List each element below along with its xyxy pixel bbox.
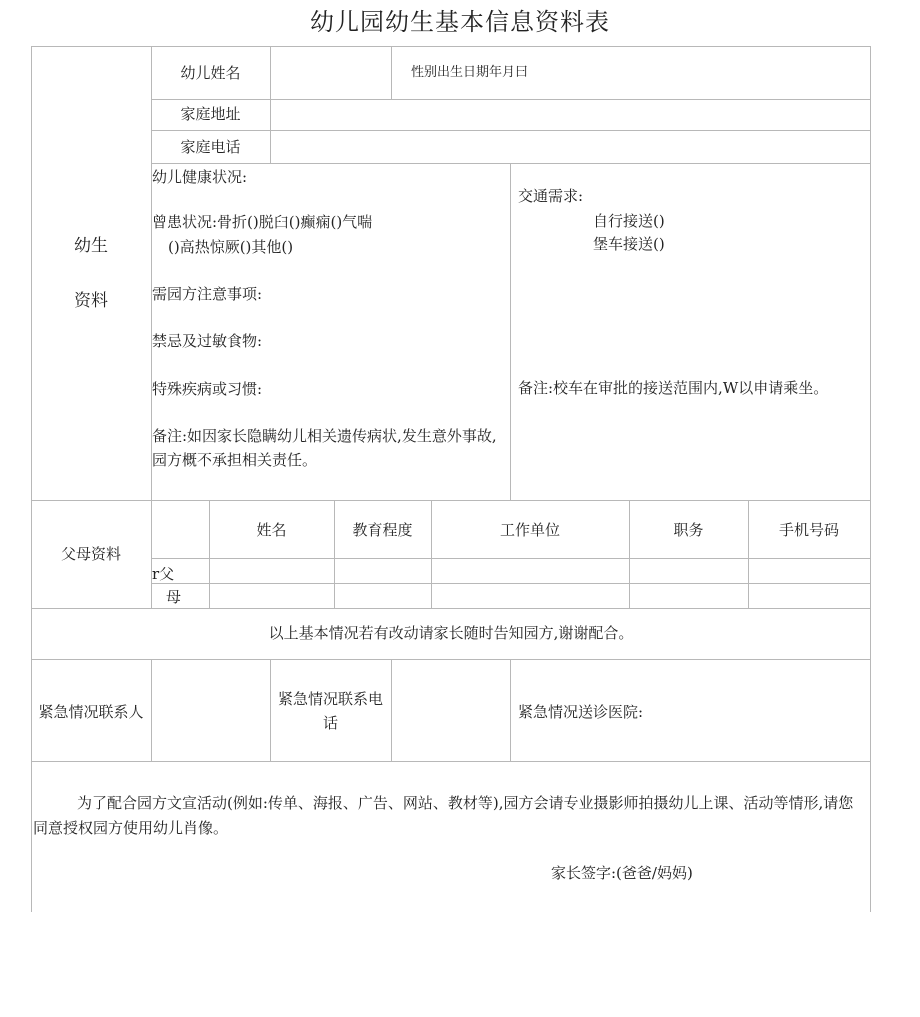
home-phone-field[interactable] — [271, 135, 869, 161]
attention-label: 需园方注意事项: — [152, 285, 263, 303]
info-form — [31, 46, 871, 912]
col-line — [270, 659, 271, 761]
page-title: 幼儿园幼生基本信息资料表 — [310, 8, 610, 36]
row-line — [31, 500, 871, 501]
address-field[interactable] — [271, 102, 869, 128]
transport-bus-option[interactable]: 堡车接送() — [593, 235, 665, 253]
row-line — [151, 130, 871, 131]
col-header-position: 职务 — [673, 521, 704, 539]
section-label-child: 幼生 — [74, 236, 108, 256]
border-top — [31, 46, 871, 47]
row-line — [151, 99, 871, 100]
col-line — [748, 500, 749, 608]
col-header-education: 教育程度 — [352, 521, 413, 539]
address-label: 家庭地址 — [180, 105, 241, 123]
emergency-phone-label: 紧急情况联系电话 — [277, 690, 383, 732]
gender-birth-label: 性别出生日期年月曰 — [411, 65, 529, 80]
col-line — [629, 500, 630, 608]
emergency-contact-label: 紧急情况联系人 — [38, 703, 144, 721]
row-line — [151, 558, 871, 559]
border-left — [31, 46, 32, 912]
col-line — [510, 163, 511, 500]
mother-row-label: 母 — [166, 588, 182, 606]
allergy-label: 禁忌及过敏食物: — [152, 332, 263, 350]
parents-section-label: 父母资料 — [60, 545, 121, 563]
border-right — [870, 46, 871, 912]
col-line — [151, 46, 152, 608]
section-label-child: 资料 — [74, 291, 108, 311]
special-habits-label: 特殊疾病或习惯: — [152, 380, 263, 398]
father-row-label: r父 — [152, 565, 175, 583]
transport-self-option[interactable]: 自行接送() — [593, 212, 665, 230]
health-remark: 备注:如因家长隐瞒幼儿相关遗传病状,发生意外事故,园方概不承担相关责任。 — [152, 427, 497, 469]
row-line — [151, 163, 871, 164]
col-header-name: 姓名 — [256, 521, 287, 539]
col-line — [391, 659, 392, 761]
emergency-contact-field[interactable] — [152, 661, 269, 759]
col-line — [510, 659, 511, 761]
col-line — [334, 500, 335, 608]
medical-history: 曾患状况:骨折()脱臼()癫痫()气喘 — [152, 213, 373, 231]
change-notice: 以上基本情况若有改动请家长随时告知园方,谢谢配合。 — [268, 624, 634, 642]
child-name-label: 幼儿姓名 — [180, 64, 241, 82]
col-line — [431, 500, 432, 608]
row-line — [31, 608, 871, 609]
col-line — [209, 500, 210, 608]
col-line — [391, 46, 392, 99]
home-phone-label: 家庭电话 — [180, 138, 241, 156]
transport-title: 交通需求: — [518, 187, 584, 205]
child-name-field[interactable] — [271, 60, 390, 86]
health-title: 幼儿健康状况: — [152, 168, 248, 186]
portrait-consent-text: 为了配合园方文宣活动(例如:传单、海报、广告、网站、教材等),园方会请专业摄影师拍摄幼儿上课、活动等情形,请您同意授权园方使用幼儿肖像。 — [33, 794, 854, 837]
row-line — [31, 761, 871, 762]
col-header-workplace: 工作单位 — [499, 521, 560, 539]
row-line — [151, 583, 871, 584]
col-header-mobile: 手机号码 — [778, 521, 839, 539]
emergency-phone-field[interactable] — [393, 661, 509, 759]
emergency-hospital-label: 紧急情况送诊医院: — [518, 703, 644, 721]
medical-history-cont: ()高热惊厥()其他() — [168, 238, 294, 256]
row-line — [31, 659, 871, 660]
parent-signature-label: 家长签字:(爸爸/妈妈) — [551, 864, 693, 882]
transport-remark: 备注:校车在审批的接送范围内,W以申请乘坐。 — [518, 379, 829, 397]
